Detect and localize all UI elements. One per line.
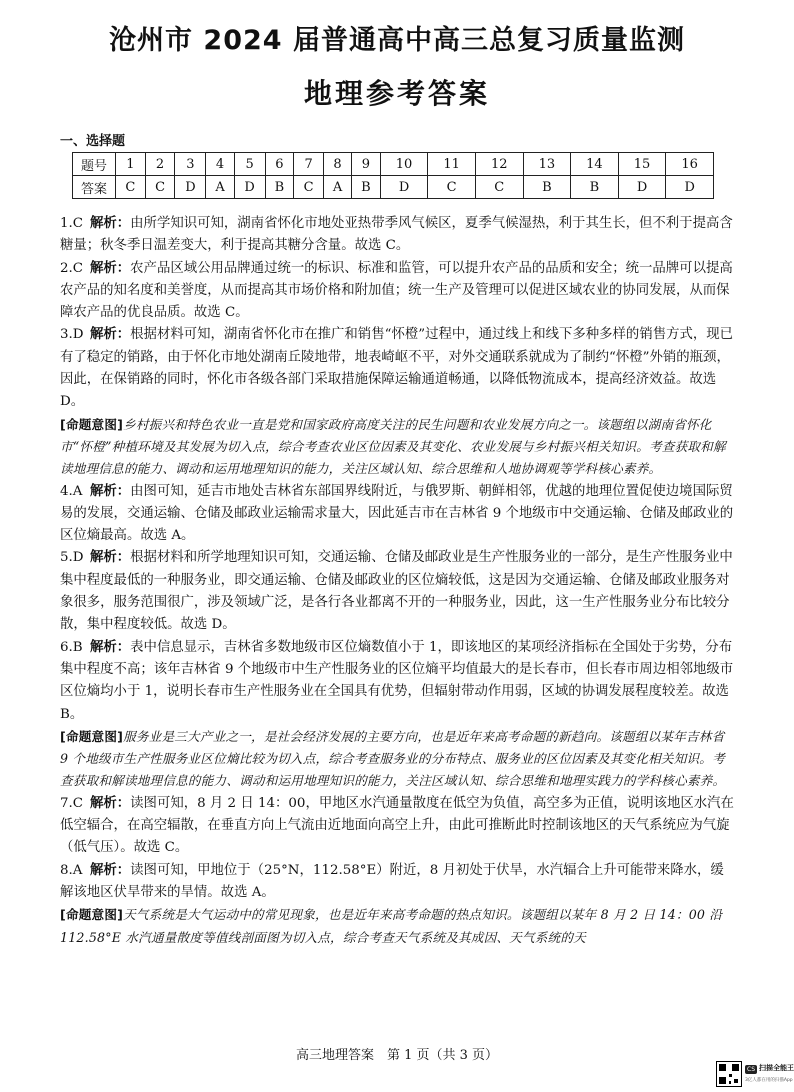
answer-table-row-answers xyxy=(73,176,714,199)
explanation-text: 由所学知识可知，湖南省怀化市地处亚热带季风气候区，夏季气候湿热，利于其生长，但不利于提高含糖量；秋冬季日温差变大，利于提高其糖分含量。故选 C。 xyxy=(60,216,733,254)
page-footer: 高三地理答案 第 1 页（共 3 页） xyxy=(295,1048,499,1063)
question-number-cell: 7 xyxy=(294,153,324,176)
question-number-cell: 15 xyxy=(618,153,666,176)
answer-cell: C xyxy=(145,176,175,199)
answer-cell: B xyxy=(571,176,619,199)
question-number-cell: 16 xyxy=(666,153,714,176)
row-label-numbers: 题号 xyxy=(73,153,116,176)
analysis-label: 解析： xyxy=(90,862,131,878)
design-intent-label: [命题意图] xyxy=(60,728,124,744)
question-number-cell: 1 xyxy=(116,153,146,176)
design-intent-1 xyxy=(60,414,734,481)
explanation-text: 由图可知，延吉市地处吉林省东部国界线附近，与俄罗斯、朝鲜相邻，优越的地理位置促使边境国际贸易的发展，交通运输、仓储及邮政业运输需求量大，因此延吉市在吉林省 9 个地级市中交通运输、仓储及邮政业的区位熵最高。故选 A。 xyxy=(60,483,734,544)
answer-table xyxy=(72,152,714,199)
answer-cell: B xyxy=(265,176,294,199)
explanation-number: 7.C xyxy=(60,795,84,811)
explanation-item-6 xyxy=(60,637,734,726)
explanation-item-2 xyxy=(60,258,734,325)
question-number-cell: 5 xyxy=(234,153,265,176)
explanation-text: 农产品区域公用品牌通过统一的标识、标准和监管，可以提升农产品的品质和安全；统一品牌可以提高农产品的知名度和美誉度，从而提高其市场价格和附加值；统一生产及管理可以促进区域农业的协同发展，从而保障农产品的优良品质。故选 C。 xyxy=(60,260,733,321)
question-number-cell: 4 xyxy=(206,153,234,176)
explanation-number: 3.D xyxy=(60,327,84,343)
design-intent-label: [命题意图] xyxy=(60,907,124,923)
question-number-cell: 10 xyxy=(380,153,428,176)
explanation-item-4 xyxy=(60,481,734,548)
explanation-item-1 xyxy=(60,213,734,258)
analysis-label: 解析： xyxy=(90,795,131,811)
explanations xyxy=(60,213,734,949)
design-intent-2 xyxy=(60,726,734,793)
document-title: 沧州市 2024 届普通高中高三总复习质量监测 xyxy=(109,25,685,56)
answer-cell: D xyxy=(234,176,265,199)
question-number-cell: 2 xyxy=(145,153,175,176)
question-number-cell: 13 xyxy=(523,153,571,176)
question-number-cell: 3 xyxy=(175,153,206,176)
question-number-cell: 14 xyxy=(571,153,619,176)
design-intent-text: 乡村振兴和特色农业一直是党和国家政府高度关注的民生问题和农业发展方向之一。该题组以湖南省怀化市“怀橙”种植环境及其发展为切入点，综合考查农业区位因素及其变化、农业发展与乡村振兴相关知识。考查获取和解读地理信息的能力、调动和运用地理知识的能力，关注区域认知、综合思维和人地协调观等学科核心素养。 xyxy=(60,416,726,477)
question-number-cell: 9 xyxy=(352,153,381,176)
answer-cell: C xyxy=(475,176,523,199)
explanation-text: 表中信息显示，吉林省多数地级市区位熵数值小于 1，即该地区的某项经济指标在全国处于劣势，分布集中程度不高；该年吉林省 9 个地级市中生产性服务业的区位熵平均值最大的是长春市，但长春市周边相邻地级市区位熵均小于 1，说明长春市生产性服务业在全国具有优势，但辐射带动作用弱，区域的协调发展程度较差。故选 B。 xyxy=(60,639,734,722)
explanation-number: 5.D xyxy=(60,550,84,566)
scanner-logo-icon: CS xyxy=(747,1066,755,1073)
analysis-label: 解析： xyxy=(90,216,131,231)
explanation-number: 2.C xyxy=(60,260,84,276)
section-heading: 一、选择题 xyxy=(60,134,126,149)
answer-cell: B xyxy=(523,176,571,199)
qr-code-icon xyxy=(716,1061,742,1087)
answer-cell: D xyxy=(618,176,666,199)
explanation-number: 6.B xyxy=(60,639,83,655)
answer-cell: C xyxy=(294,176,324,199)
scanner-app-name: 扫描全能王 xyxy=(759,1064,794,1072)
explanation-item-7 xyxy=(60,793,734,860)
explanation-text: 根据材料和所学地理知识可知，交通运输、仓储及邮政业是生产性服务业的一部分，是生产性服务业中集中程度最低的一种服务业，即交通运输、仓储及邮政业的区位熵较低，这是因为交通运输、仓储及邮政业服务对象很多，服务范围很广，涉及领域广泛，是各行各业都离不开的一种服务业，因此，这一生产性服务业分布比较分散，集中程度较低。故选 D。 xyxy=(60,550,733,633)
row-label-answers: 答案 xyxy=(73,176,116,199)
question-number-cell: 11 xyxy=(428,153,476,176)
answer-cell: C xyxy=(116,176,146,199)
explanation-number: 4.A xyxy=(60,483,83,499)
design-intent-3 xyxy=(60,904,734,949)
explanation-number: 8.A xyxy=(60,862,83,878)
answer-table-row-numbers xyxy=(73,153,714,176)
explanation-item-8 xyxy=(60,860,734,905)
answer-cell: A xyxy=(206,176,234,199)
design-intent-text: 天气系统是大气运动中的常见现象，也是近年来高考命题的热点知识。该题组以某年 8 月 2 日 14：00 沿 112.58°E 水汽通量散度等值线剖面图为切入点，综合考查天气系统及其成因、天气系统的天 xyxy=(60,907,723,945)
analysis-label: 解析： xyxy=(90,327,131,343)
explanation-item-5 xyxy=(60,547,734,636)
explanation-text: 读图可知，甲地位于（25°N，112.58°E）附近，8 月初处于伏旱，水汽辐合上升可能带来降水，缓解该地区伏旱带来的旱情。故选 A。 xyxy=(60,862,724,900)
answer-cell: D xyxy=(175,176,206,199)
answer-cell: D xyxy=(666,176,714,199)
design-intent-label: [命题意图] xyxy=(60,416,124,432)
explanation-item-3 xyxy=(60,324,734,413)
answer-cell: B xyxy=(352,176,381,199)
analysis-label: 解析： xyxy=(90,639,131,655)
scanner-tagline: 3亿人都在用的扫描App xyxy=(745,1078,793,1083)
explanation-text: 根据材料可知，湖南省怀化市在推广和销售“怀橙”过程中，通过线上和线下多种多样的销售方式，现已有了稳定的销路，由于怀化市地处湖南丘陵地带，地表崎岖不平，对外交通联系就成为了制约“怀橙”外销的瓶颈，因此，在保销路的同时，怀化市各级各部门采取措施保障运输通道畅通，以降低物流成本，提高经济效益。故选 D。 xyxy=(60,327,734,410)
analysis-label: 解析： xyxy=(90,483,131,499)
analysis-label: 解析： xyxy=(90,260,131,276)
document-subtitle: 地理参考答案 xyxy=(303,77,490,110)
question-number-cell: 12 xyxy=(475,153,523,176)
design-intent-text: 服务业是三大产业之一，是社会经济发展的主要方向，也是近年来高考命题的新趋向。该题组以某年吉林省 9 个地级市生产性服务业区位熵比较为切入点，综合考查服务业的分布特点、服务业的区位因素及其变化相关知识。考查获取和解读地理信息的能力、调动和运用地理知识的能力，关注区域认知、综合思维和地理实践力的学科核心素养。 xyxy=(60,728,726,789)
answer-cell: D xyxy=(380,176,428,199)
question-number-cell: 6 xyxy=(265,153,294,176)
explanation-text: 读图可知，8 月 2 日 14：00，甲地区水汽通量散度在低空为负值，高空多为正值，说明该地区水汽在低空辐合，在高空辐散，在垂直方向上气流由近地面向高空上升，由此可推断此时控制该地区的天气系统应为气旋（低气压）。故选 C。 xyxy=(60,795,734,856)
answer-cell: A xyxy=(323,176,351,199)
question-number-cell: 8 xyxy=(323,153,351,176)
explanation-number: 1.C xyxy=(60,216,84,231)
answer-cell: C xyxy=(428,176,476,199)
analysis-label: 解析： xyxy=(90,550,131,566)
